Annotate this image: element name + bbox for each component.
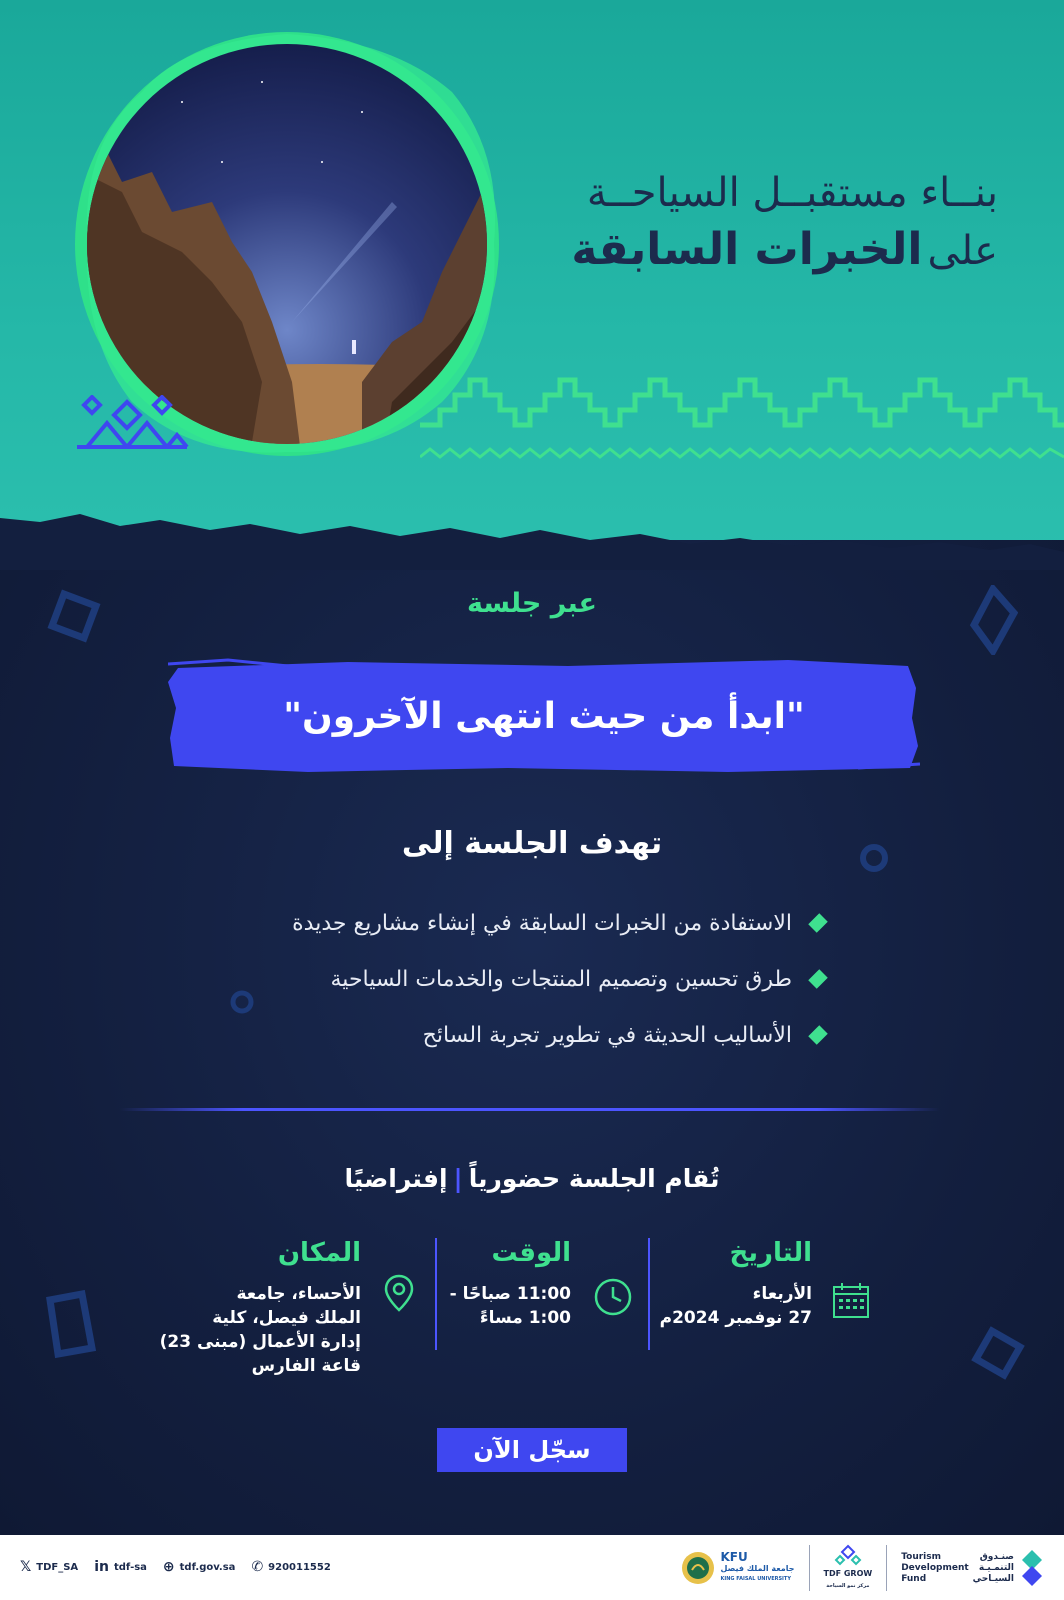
tdf-emblem-icon bbox=[1018, 1548, 1046, 1588]
phone-link[interactable] bbox=[251, 1559, 330, 1575]
tdf-arabic-line: التنمـيـة bbox=[978, 1562, 1014, 1573]
social-linkedin-link[interactable] bbox=[94, 1559, 147, 1575]
time-title: الوقت bbox=[491, 1238, 571, 1268]
tdf-grow-logo bbox=[824, 1544, 873, 1592]
linkedin-icon: in bbox=[94, 1559, 109, 1575]
logo-separator bbox=[886, 1545, 887, 1591]
date-day: الأربعاء bbox=[752, 1284, 812, 1304]
kfu-abbr: KFU bbox=[720, 1549, 748, 1564]
social-label: 920011552 bbox=[268, 1561, 331, 1573]
social-label: tdf-sa bbox=[113, 1561, 147, 1573]
goals-list bbox=[204, 895, 824, 1063]
details-separator bbox=[648, 1238, 650, 1350]
goal-text: الأساليب الحديثة في تطوير تجربة السائح bbox=[422, 1022, 792, 1048]
hero-line-1: بنــاء مستقبــل السياحــة bbox=[586, 170, 998, 216]
diamond-outline-icon bbox=[970, 1325, 1026, 1381]
location-pin-icon bbox=[378, 1272, 420, 1314]
tdf-english-line: Fund bbox=[901, 1573, 927, 1584]
tdf-arabic-line: صنـدوق bbox=[979, 1551, 1014, 1562]
place-line: قاعة الفارس bbox=[251, 1356, 361, 1376]
grow-emblem-icon bbox=[834, 1544, 862, 1566]
place-line: إدارة الأعمال (مبنى 23) bbox=[159, 1332, 361, 1352]
register-button[interactable]: سجّل الآن bbox=[437, 1428, 627, 1472]
kfu-emblem-icon bbox=[680, 1550, 716, 1586]
globe-icon: ⊕ bbox=[162, 1559, 175, 1575]
partner-logos bbox=[680, 1541, 1046, 1595]
goals-heading: تهدف الجلسة إلى bbox=[401, 826, 663, 861]
social-label: TDF_SA bbox=[36, 1561, 79, 1573]
list-item bbox=[204, 895, 824, 951]
social-x-link[interactable] bbox=[20, 1559, 78, 1575]
footer bbox=[0, 1535, 1064, 1600]
hero-line-2-prefix: على bbox=[927, 228, 998, 274]
mode-suffix: إفتراضيًا bbox=[344, 1164, 448, 1193]
grow-subtitle: مركز نمو السياحة bbox=[826, 1583, 870, 1589]
calendar-icon bbox=[830, 1280, 872, 1322]
social-links bbox=[20, 1559, 331, 1575]
place-title: المكان bbox=[277, 1238, 361, 1268]
time-end: 1:00 مساءً bbox=[479, 1308, 571, 1328]
date-value: 27 نوفمبر 2024م bbox=[659, 1308, 812, 1328]
x-icon: 𝕏 bbox=[20, 1559, 32, 1575]
tdf-arabic-line: السيـاحي bbox=[972, 1573, 1014, 1584]
diamond-outline-icon bbox=[42, 1290, 98, 1360]
date-block bbox=[660, 1238, 812, 1330]
hero-headline bbox=[571, 170, 998, 275]
hero-line-2 bbox=[571, 224, 998, 275]
time-block bbox=[450, 1238, 571, 1330]
session-intro: عبر جلسة bbox=[467, 588, 597, 619]
goal-text: الاستفادة من الخبرات السابقة في إنشاء مشاريع جديدة bbox=[292, 910, 792, 936]
tdf-english-line: Development bbox=[901, 1562, 969, 1573]
goal-text: طرق تحسين وتصميم المنتجات والخدمات السياحية bbox=[330, 966, 792, 992]
date-title: التاريخ bbox=[729, 1238, 812, 1268]
mode-separator: | bbox=[453, 1164, 463, 1193]
phone-icon: ✆ bbox=[251, 1559, 264, 1575]
kfu-arabic-name: جامعة الملك فيصل bbox=[720, 1563, 795, 1573]
tdf-logo bbox=[901, 1548, 1046, 1588]
time-start: 11:00 صباحًا - bbox=[449, 1284, 571, 1304]
list-item bbox=[204, 951, 824, 1007]
torn-paper-edge bbox=[0, 500, 1064, 570]
section-divider bbox=[120, 1108, 940, 1111]
place-line: الملك فيصل، كلية bbox=[212, 1308, 361, 1328]
tdf-english-line: Tourism bbox=[901, 1551, 941, 1562]
hero-line-2-bold: الخبرات السابقة bbox=[571, 224, 923, 275]
kfu-logo bbox=[680, 1550, 794, 1586]
logo-separator bbox=[809, 1545, 810, 1591]
grow-name: TDF GROW bbox=[823, 1569, 873, 1578]
social-label: tdf.gov.sa bbox=[179, 1561, 236, 1573]
mode-prefix: تُقام الجلسة حضورياً bbox=[468, 1164, 720, 1193]
kfu-english-name: KING FAISAL UNIVERSITY bbox=[720, 1575, 791, 1582]
place-line: الأحساء، جامعة bbox=[236, 1284, 361, 1304]
website-link[interactable] bbox=[163, 1559, 236, 1575]
place-block bbox=[160, 1238, 361, 1378]
ornament-diamonds-icon bbox=[72, 395, 192, 450]
session-title-banner bbox=[168, 658, 920, 774]
details-separator bbox=[435, 1238, 437, 1350]
sadu-pattern bbox=[420, 365, 1064, 475]
list-item bbox=[204, 1007, 824, 1063]
attendance-mode bbox=[0, 1164, 1064, 1193]
clock-icon bbox=[592, 1276, 634, 1318]
session-title: "ابدأ من حيث انتهى الآخرون" bbox=[283, 695, 805, 737]
